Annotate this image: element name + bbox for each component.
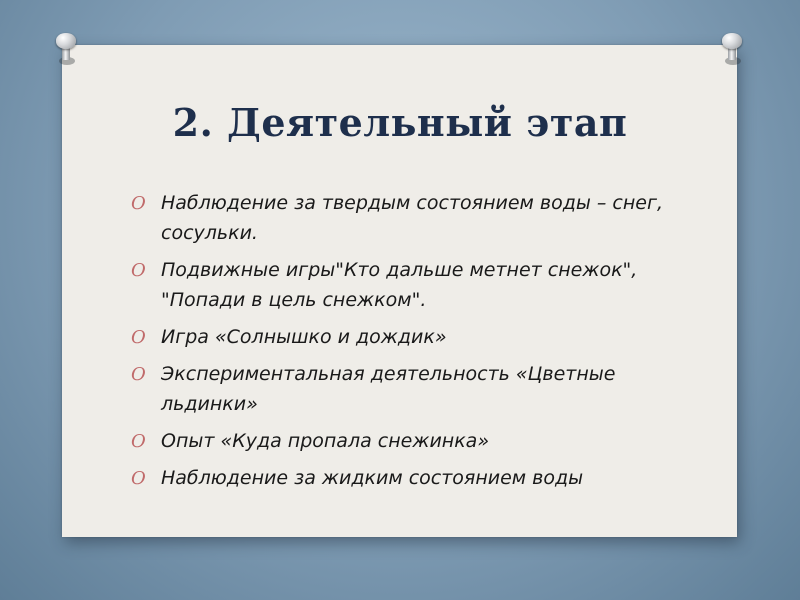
bullet-item: [131, 463, 676, 493]
bullet-text: Наблюдение за жидким состоянием воды: [161, 467, 584, 489]
bullet-item: [131, 188, 676, 248]
bullet-text: Опыт «Куда пропала снежинка»: [161, 430, 490, 452]
push-pin-icon: [722, 33, 742, 67]
bullet-item: [131, 359, 676, 419]
bullet-text: Экспериментальная деятельность «Цветные льдинки»: [161, 363, 616, 415]
bullet-item: [131, 426, 676, 456]
bullet-marker-icon: O: [131, 193, 146, 214]
bullet-text: Наблюдение за твердым состоянием воды – снег, сосульки.: [161, 192, 664, 244]
bullet-item: [131, 255, 676, 315]
bullet-item: [131, 322, 676, 352]
bullet-marker-icon: O: [131, 431, 146, 452]
bullet-list: [131, 188, 676, 500]
push-pin-icon: [56, 33, 76, 67]
bullet-text: Подвижные игры"Кто дальше метнет снежок", "Попади в цель снежком".: [161, 259, 638, 311]
bullet-marker-icon: O: [131, 327, 146, 348]
slide-title: 2. Деятельный этап: [172, 100, 628, 145]
bullet-text: Игра «Солнышко и дождик»: [161, 326, 447, 348]
bullet-marker-icon: O: [131, 468, 146, 489]
bullet-marker-icon: O: [131, 260, 146, 281]
bullet-marker-icon: O: [131, 364, 146, 385]
